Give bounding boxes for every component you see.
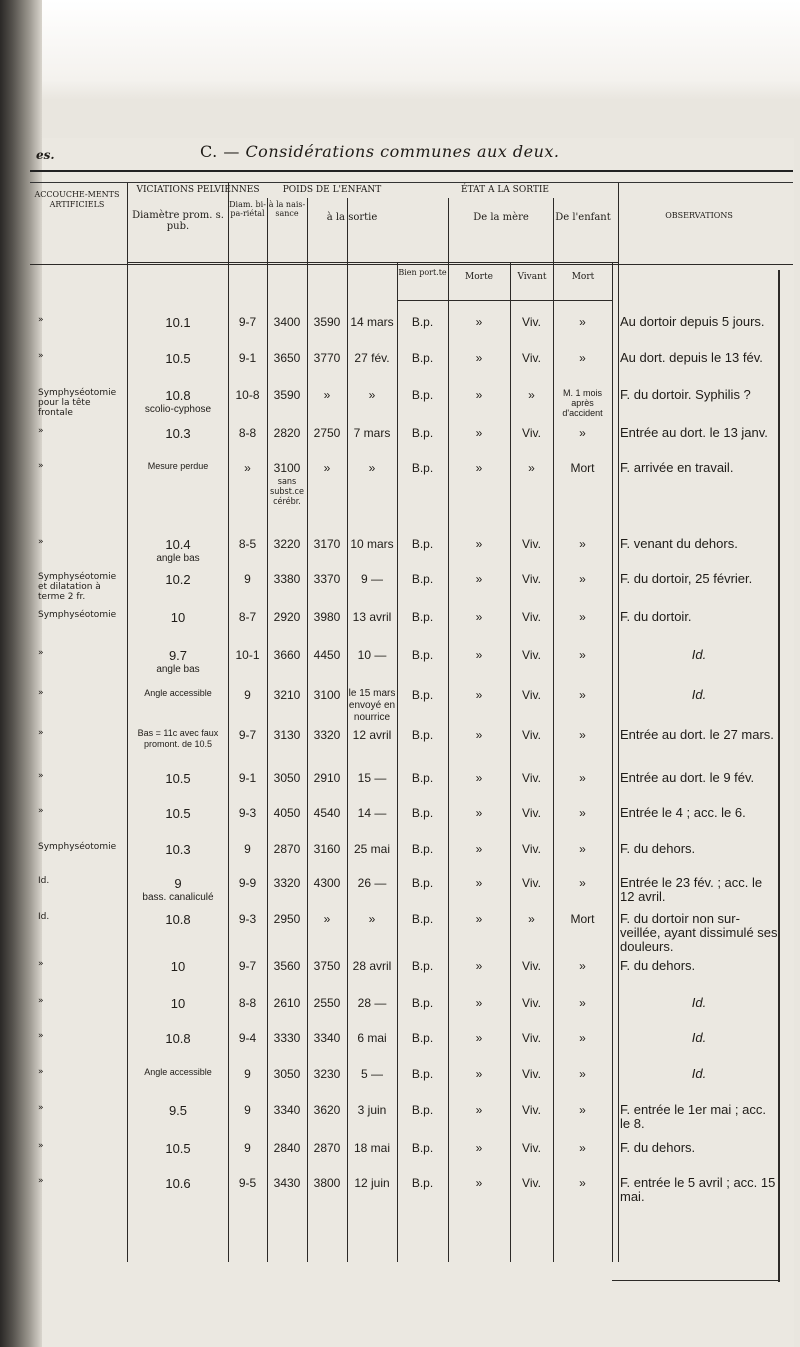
- cell-observation: F. du dehors.: [620, 841, 696, 856]
- header-a-sortie: à la sortie: [326, 212, 378, 223]
- cell-sortie: 3620: [313, 1103, 341, 1117]
- cell-sortie: 4540: [313, 806, 341, 820]
- row-left-label: »: [38, 426, 44, 436]
- cell-naiss: 3430: [273, 1176, 301, 1190]
- cell-vivant: Viv.: [522, 1103, 541, 1117]
- cell-bip: 8-7: [238, 610, 257, 624]
- header-de-enfant: De l'enfant: [555, 212, 611, 223]
- header-sub-rule: [30, 264, 793, 265]
- row-left-label: »: [38, 771, 44, 781]
- cell-naiss: 3130: [273, 728, 301, 742]
- cell-naiss: 3210: [273, 688, 301, 702]
- cell-sortie: 3230: [313, 1067, 341, 1081]
- cell-vivant: Viv.: [522, 771, 541, 785]
- header-diam-prom: Diamètre prom. s. pub.: [132, 210, 224, 232]
- cell-mort: »: [579, 1176, 586, 1190]
- row-left-label: »: [38, 315, 44, 325]
- cell-vivant: Viv.: [522, 1067, 541, 1081]
- cell-vivant: Viv.: [522, 959, 541, 973]
- cell-bip: 9: [244, 688, 251, 702]
- cell-observation: F. entrée le 5 avril ; acc. 15 mai.: [620, 1175, 776, 1204]
- header-sub-rule: [127, 262, 618, 263]
- cell-bip: 8-8: [238, 996, 257, 1010]
- cell-morte: »: [475, 688, 483, 702]
- cell-bip: 9-4: [238, 1031, 257, 1045]
- page-top-margin: [0, 0, 800, 100]
- cell-date: »: [368, 461, 376, 475]
- row-left-label: Symphyséotomie: [38, 610, 117, 620]
- cell-vivant: Viv.: [522, 351, 541, 365]
- cell-date: 7 mars: [353, 426, 391, 440]
- cell-bien-portante: B.p.: [411, 315, 434, 329]
- cell-morte: »: [475, 315, 483, 329]
- header-vivant: Vivant: [517, 272, 547, 282]
- page-fragment: es.: [36, 148, 55, 162]
- cell-vivant: Viv.: [522, 996, 541, 1010]
- cell-date: 12 avril: [352, 728, 392, 742]
- cell-date: 28 avril: [352, 959, 392, 973]
- cell-mort: »: [579, 648, 586, 662]
- cell-bien-portante: B.p.: [411, 996, 434, 1010]
- cell-bien-portante: B.p.: [411, 610, 434, 624]
- cell-date: 6 mai: [357, 1031, 387, 1045]
- cell-diam-note: bass. canaliculé: [142, 892, 214, 903]
- cell-date: 10 mars: [350, 537, 394, 551]
- cell-diam: 9: [174, 876, 182, 891]
- row-left-label: »: [38, 1031, 44, 1041]
- cell-bien-portante: B.p.: [411, 959, 434, 973]
- cell-mort: »: [579, 315, 586, 329]
- header-observations: OBSERVATIONS: [665, 211, 733, 220]
- cell-diam: 10.5: [165, 806, 191, 821]
- cell-morte: »: [475, 572, 483, 586]
- cell-bien-portante: B.p.: [411, 426, 434, 440]
- row-left-label: Symphyséotomie pour la tête frontale: [38, 388, 117, 418]
- row-left-label: »: [38, 1067, 44, 1077]
- cell-bien-portante: B.p.: [411, 537, 434, 551]
- cell-sortie: 2870: [313, 1141, 341, 1155]
- cell-sortie: 3100: [313, 688, 341, 702]
- cell-observation: F. du dehors.: [620, 958, 696, 973]
- cell-diam: 9.5: [168, 1103, 188, 1118]
- cell-mort: »: [579, 728, 586, 742]
- header-a-naissance: à la nais-sance: [268, 200, 306, 218]
- cell-naiss: 3220: [273, 537, 301, 551]
- cell-naiss: 2870: [273, 842, 301, 856]
- cell-sortie: 4450: [313, 648, 341, 662]
- cell-sortie: 2910: [313, 771, 341, 785]
- row-left-label: »: [38, 996, 44, 1006]
- row-left-label: »: [38, 688, 44, 698]
- cell-naiss: 2610: [273, 996, 301, 1010]
- cell-bip: 9-5: [238, 1176, 257, 1190]
- cell-morte: »: [475, 1067, 483, 1081]
- cell-date: 26 —: [357, 876, 387, 890]
- cell-observation: F. arrivée en travail.: [620, 460, 734, 475]
- cell-diam: Mesure perdue: [147, 461, 209, 471]
- row-left-label: »: [38, 806, 44, 816]
- cell-mort: »: [579, 688, 586, 702]
- row-left-label: »: [38, 1141, 44, 1151]
- cell-diam: 10: [170, 959, 186, 974]
- row-left-label: »: [38, 728, 44, 738]
- cell-mort: »: [579, 537, 586, 551]
- cell-bien-portante: B.p.: [411, 572, 434, 586]
- header-poids: POIDS DE L'ENFANT: [282, 185, 382, 195]
- cell-morte: »: [475, 537, 483, 551]
- cell-naiss: 2920: [273, 610, 301, 624]
- cell-mort: »: [579, 1103, 586, 1117]
- cell-bip: »: [244, 461, 251, 475]
- cell-vivant: Viv.: [522, 1031, 541, 1045]
- cell-bip: 9-9: [238, 876, 257, 890]
- cell-diam: 9.7: [168, 648, 188, 663]
- cell-bien-portante: B.p.: [411, 1103, 434, 1117]
- cell-observation: Id.: [691, 1030, 707, 1045]
- cell-observation: Id.: [691, 647, 707, 662]
- cell-naiss: 3330: [273, 1031, 301, 1045]
- cell-diam: 10.8: [165, 912, 191, 927]
- column-rule: [612, 262, 613, 1262]
- cell-bip: 9: [244, 842, 251, 856]
- cell-naiss: 3590: [273, 388, 301, 402]
- cell-date: 14 —: [357, 806, 387, 820]
- cell-bip: 9-7: [238, 959, 257, 973]
- cell-observation: F. du dortoir. Syphilis ?: [620, 387, 751, 402]
- row-left-label: »: [38, 648, 44, 658]
- cell-sortie: »: [323, 388, 331, 402]
- cell-morte: »: [475, 610, 483, 624]
- cell-date: 5 —: [360, 1067, 383, 1081]
- cell-vivant: Viv.: [522, 842, 541, 856]
- cell-morte: »: [475, 912, 483, 926]
- cell-observation: Entrée le 23 fév. ; acc. le 12 avril.: [620, 875, 763, 904]
- cell-diam: 10.1: [165, 315, 191, 330]
- cell-date: 15 —: [357, 771, 387, 785]
- column-rule: [618, 183, 619, 1262]
- cell-bien-portante: B.p.: [411, 1176, 434, 1190]
- cell-diam: 10: [170, 610, 186, 625]
- cell-mort: »: [579, 351, 586, 365]
- cell-bien-portante: B.p.: [411, 842, 434, 856]
- cell-mort: Mort: [570, 912, 595, 926]
- cell-bien-portante: B.p.: [411, 648, 434, 662]
- cell-observation: F. du dortoir.: [620, 609, 692, 624]
- row-left-label: »: [38, 959, 44, 969]
- row-left-label: »: [38, 537, 44, 547]
- cell-morte: »: [475, 771, 483, 785]
- cell-observation: F. du dortoir, 25 février.: [620, 571, 753, 586]
- cell-morte: »: [475, 842, 483, 856]
- cell-bien-portante: B.p.: [411, 771, 434, 785]
- cell-diam: Bas = 11c avec faux promont. de 10.5: [137, 728, 219, 749]
- cell-mort: »: [579, 1031, 586, 1045]
- cell-bip: 9-7: [238, 728, 257, 742]
- cell-diam: 10.5: [165, 351, 191, 366]
- running-title-prefix: C. —: [200, 142, 246, 161]
- cell-mort: »: [579, 572, 586, 586]
- cell-vivant: Viv.: [522, 610, 541, 624]
- cell-vivant: »: [528, 912, 535, 926]
- cell-mort: »: [579, 806, 586, 820]
- cell-bien-portante: B.p.: [411, 876, 434, 890]
- cell-diam: 10.5: [165, 771, 191, 786]
- cell-diam: 10.8: [165, 1031, 191, 1046]
- cell-date: »: [368, 388, 376, 402]
- cell-date: 25 mai: [353, 842, 391, 856]
- cell-sortie: 3160: [313, 842, 341, 856]
- cell-diam: Angle accessible: [144, 688, 212, 698]
- cell-observation: Au dortoir depuis 5 jours.: [620, 314, 765, 329]
- cell-naiss: 3100: [273, 461, 301, 475]
- cell-mort: »: [579, 996, 586, 1010]
- cell-vivant: Viv.: [522, 806, 541, 820]
- header-left-group: ACCOUCHE-MENTS ARTIFICIELS: [34, 190, 120, 209]
- cell-date: le 15 mars envoyé en nourrice: [348, 688, 396, 723]
- cell-vivant: Viv.: [522, 728, 541, 742]
- header-rule-thin: [30, 182, 793, 183]
- cell-morte: »: [475, 1141, 483, 1155]
- cell-naiss-note: sans subst.ce cérébr.: [270, 477, 304, 507]
- cell-date: 18 mai: [353, 1141, 391, 1155]
- cell-diam: 10.4: [165, 537, 191, 552]
- cell-diam: 10.3: [165, 426, 191, 441]
- cell-diam-note: scolio-cyphose: [144, 404, 212, 415]
- cell-sortie: 3980: [313, 610, 341, 624]
- cell-diam: 10.3: [165, 842, 191, 857]
- cell-sortie: 2550: [313, 996, 341, 1010]
- cell-observation: Id.: [691, 995, 707, 1010]
- cell-sortie: 4300: [313, 876, 341, 890]
- cell-mort: »: [579, 959, 586, 973]
- cell-bip: 9-3: [238, 912, 257, 926]
- cell-diam: 10.8: [165, 388, 191, 403]
- cell-bien-portante: B.p.: [411, 806, 434, 820]
- cell-morte: »: [475, 1176, 483, 1190]
- header-de-la-mere: De la mère: [473, 212, 529, 223]
- cell-diam-note: angle bas: [156, 553, 200, 564]
- cell-vivant: Viv.: [522, 1176, 541, 1190]
- cell-date: 28 —: [357, 996, 387, 1010]
- header-viciations: VICIATIONS PELVIENNES: [136, 185, 260, 195]
- cell-vivant: »: [528, 388, 535, 402]
- cell-sortie: 3370: [313, 572, 341, 586]
- cell-sortie: »: [323, 912, 331, 926]
- cell-morte: »: [475, 876, 483, 890]
- cell-morte: »: [475, 426, 483, 440]
- cell-bien-portante: B.p.: [411, 1031, 434, 1045]
- cell-observation: F. du dortoir non sur-veillée, ayant dissimulé ses douleurs.: [620, 911, 778, 954]
- cell-diam: 10.2: [165, 572, 191, 587]
- cell-naiss: 3380: [273, 572, 301, 586]
- row-left-label: Id.: [38, 876, 50, 886]
- cell-observation: Entrée le 4 ; acc. le 6.: [620, 805, 746, 820]
- cell-bip: 9: [244, 1067, 251, 1081]
- cell-observation: Id.: [691, 1066, 707, 1081]
- row-left-label: »: [38, 351, 44, 361]
- cell-date: 14 mars: [350, 315, 394, 329]
- cell-bip: 10-8: [235, 388, 260, 402]
- cell-naiss: 2840: [273, 1141, 301, 1155]
- row-left-label: Symphyséotomie: [38, 842, 117, 852]
- cell-observation: Entrée au dort. le 9 fév.: [620, 770, 755, 785]
- cell-diam: 10: [170, 996, 186, 1011]
- cell-vivant: Viv.: [522, 315, 541, 329]
- cell-mort: M. 1 mois après d'accident: [562, 388, 603, 418]
- cell-diam: 10.5: [165, 1141, 191, 1156]
- running-title-italic: Considérations communes aux deux.: [245, 142, 560, 161]
- header-bien-portante: Bien port.te: [398, 268, 447, 277]
- cell-vivant: Viv.: [522, 426, 541, 440]
- cell-sortie: 3340: [313, 1031, 341, 1045]
- cell-sortie: 3170: [313, 537, 341, 551]
- cell-morte: »: [475, 388, 483, 402]
- cell-bip: 8-8: [238, 426, 257, 440]
- cell-bip: 9-7: [238, 315, 257, 329]
- cell-mort: »: [579, 1067, 586, 1081]
- cell-sortie: 3590: [313, 315, 341, 329]
- cell-observation: F. du dehors.: [620, 1140, 696, 1155]
- cell-sortie: 3770: [313, 351, 341, 365]
- cell-mort: »: [579, 876, 586, 890]
- cell-observation: F. venant du dehors.: [620, 536, 738, 551]
- cell-morte: »: [475, 461, 483, 475]
- cell-morte: »: [475, 1103, 483, 1117]
- cell-naiss: 2950: [273, 912, 301, 926]
- cell-mort: »: [579, 771, 586, 785]
- cell-morte: »: [475, 959, 483, 973]
- cell-naiss: 3560: [273, 959, 301, 973]
- cell-bip: 9: [244, 1103, 251, 1117]
- cell-morte: »: [475, 351, 483, 365]
- cell-diam-note: angle bas: [156, 664, 200, 675]
- row-left-label: »: [38, 1176, 44, 1186]
- cell-naiss: 3050: [273, 1067, 301, 1081]
- cell-vivant: Viv.: [522, 572, 541, 586]
- cell-naiss: 3320: [273, 876, 301, 890]
- cell-observation: Entrée au dort. le 27 mars.: [620, 727, 774, 742]
- cell-diam: 10.6: [165, 1176, 191, 1191]
- header-morte: Morte: [465, 272, 493, 282]
- bottom-rule: [612, 1280, 778, 1281]
- cell-bip: 9-1: [238, 351, 257, 365]
- cell-mort: »: [579, 842, 586, 856]
- cell-bien-portante: B.p.: [411, 461, 434, 475]
- cell-observation: F. entrée le 1er mai ; acc. le 8.: [620, 1102, 766, 1131]
- cell-naiss: 3650: [273, 351, 301, 365]
- cell-bien-portante: B.p.: [411, 728, 434, 742]
- cell-naiss: 2820: [273, 426, 301, 440]
- cell-sortie: »: [323, 461, 331, 475]
- cell-mort: »: [579, 610, 586, 624]
- cell-morte: »: [475, 648, 483, 662]
- cell-bien-portante: B.p.: [411, 351, 434, 365]
- cell-naiss: 3660: [273, 648, 301, 662]
- cell-bip: 9: [244, 572, 251, 586]
- header-etat: ÉTAT A LA SORTIE: [461, 185, 549, 195]
- cell-bien-portante: B.p.: [411, 688, 434, 702]
- cell-bien-portante: B.p.: [411, 1141, 434, 1155]
- cell-sortie: 3750: [313, 959, 341, 973]
- header-diam-bip: Diam. bi-pa-riétal: [229, 200, 266, 218]
- cell-vivant: Viv.: [522, 537, 541, 551]
- header-rule: [30, 170, 793, 172]
- cell-morte: »: [475, 996, 483, 1010]
- cell-naiss: 4050: [273, 806, 301, 820]
- cell-sortie: 2750: [313, 426, 341, 440]
- cell-morte: »: [475, 728, 483, 742]
- cell-vivant: Viv.: [522, 1141, 541, 1155]
- cell-bip: 9-1: [238, 771, 257, 785]
- cell-bip: 10-1: [235, 648, 260, 662]
- cell-naiss: 3340: [273, 1103, 301, 1117]
- running-title: [200, 142, 720, 161]
- cell-bip: 8-5: [238, 537, 257, 551]
- cell-date: 12 juin: [354, 1176, 390, 1190]
- cell-diam: Angle accessible: [144, 1067, 212, 1077]
- cell-date: 9 —: [360, 572, 383, 586]
- cell-naiss: 3400: [273, 315, 301, 329]
- cell-vivant: »: [528, 461, 535, 475]
- cell-sortie: 3800: [313, 1176, 341, 1190]
- cell-vivant: Viv.: [522, 876, 541, 890]
- header-mort: Mort: [571, 272, 595, 282]
- cell-date: 10 —: [357, 648, 387, 662]
- cell-bien-portante: B.p.: [411, 1067, 434, 1081]
- cell-sortie: 3320: [313, 728, 341, 742]
- right-rule: [778, 270, 780, 1282]
- cell-mort: Mort: [570, 461, 595, 475]
- cell-bien-portante: B.p.: [411, 912, 434, 926]
- cell-mort: »: [579, 426, 586, 440]
- cell-date: 27 fév.: [354, 351, 390, 365]
- cell-observation: Id.: [691, 687, 707, 702]
- cell-date: 13 avril: [352, 610, 392, 624]
- cell-bip: 9-3: [238, 806, 257, 820]
- cell-bip: 9: [244, 1141, 251, 1155]
- row-left-label: Symphyséotomie et dilatation à terme 2 fr.: [38, 572, 117, 602]
- cell-mort: »: [579, 1141, 586, 1155]
- cell-morte: »: [475, 1031, 483, 1045]
- cell-date: »: [368, 912, 376, 926]
- row-left-label: »: [38, 461, 44, 471]
- column-rule: [228, 183, 229, 1262]
- column-rule: [127, 183, 128, 1262]
- row-left-label: Id.: [38, 912, 50, 922]
- subheader-rule: [397, 300, 612, 301]
- row-left-label: »: [38, 1103, 44, 1113]
- cell-bien-portante: B.p.: [411, 388, 434, 402]
- cell-vivant: Viv.: [522, 648, 541, 662]
- cell-morte: »: [475, 806, 483, 820]
- cell-observation: Entrée au dort. le 13 janv.: [620, 425, 768, 440]
- cell-naiss: 3050: [273, 771, 301, 785]
- cell-observation: Au dort. depuis le 13 fév.: [620, 350, 763, 365]
- cell-date: 3 juin: [357, 1103, 387, 1117]
- cell-vivant: Viv.: [522, 688, 541, 702]
